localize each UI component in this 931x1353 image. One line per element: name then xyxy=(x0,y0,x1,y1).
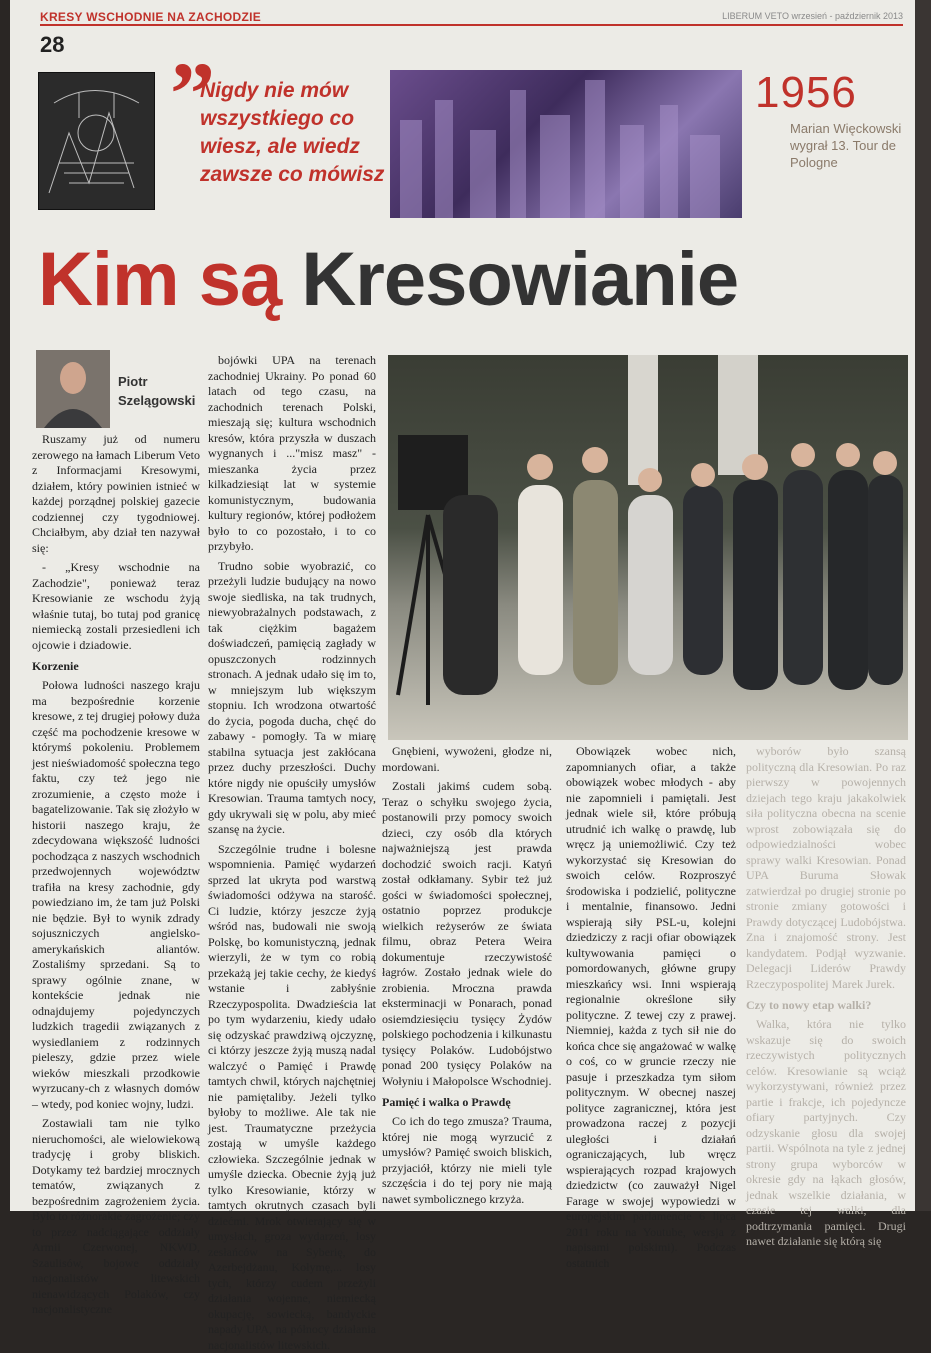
tripod-camera-icon xyxy=(388,355,908,740)
year-caption: Marian Więckowski wygrał 13. Tour de Pologne xyxy=(790,120,908,171)
paragraph: - „Kresy wschodnie na Zachodzie", ponieważ teraz Kresowianie ze wschodu żyją właśnie tutaj, bo tutaj pod granicę niemiecką zostali przesiedleni ich ojcowie i dziadowie. xyxy=(32,560,200,653)
article-column-4 xyxy=(566,744,736,1164)
paragraph: Ruszamy już od numeru zerowego na łamach Liberum Veto z Informacjami Kresowymi, działem, który powinien istnieć w każdej porządnej polskiej gazecie codziennej czy tygodniowej. Chciałbym, aby dział ten nazywał się: xyxy=(32,432,200,556)
pull-quote: Nigdy nie mów wszystkiego co wiesz, ale wiedz zawsze co mówisz xyxy=(200,77,390,189)
paragraph: bojówki UPA na terenach zachodniej Ukrainy. Po ponad 60 latach od tego czasu, na zachodnich terenach Polski, mieszają się; kultura wschodnich kresów, która przyszła w duszach wygnanych i ..."misz masz" - mieszanka życia przez kilkadziesiąt lat w systemie komunistycznym, budowania kultury regionów, której podłożem było to co pozostało, i to co przybyło. xyxy=(208,353,376,555)
page-header xyxy=(40,10,903,26)
article-column-1 xyxy=(32,432,200,1207)
paragraph: Zostawiali tam nie tylko nieruchomości, ale wielowiekową tradycję i groby bliskich. Dotykamy też bardziej mrocznych tematów, związanych z bezpośrednim zagrożeniem życia. Było to różnorakie zagrożenie; czy to przez nadciągające oddziały Armii Czerwonej, NKWD, Szaulisów, bojowe oddziały nacjonalistów litewskich nienawidzących Polaków, czy nacjonalistyczne xyxy=(32,1116,200,1318)
author-first-name: Piotr xyxy=(118,372,195,391)
author-last-name: Szelągowski xyxy=(118,391,195,410)
person-icon xyxy=(36,350,110,428)
headline-part1: Kim są xyxy=(38,237,281,322)
year-label: 1956 xyxy=(755,68,857,118)
article-column-5 xyxy=(746,744,906,1164)
author-photo xyxy=(36,350,110,428)
page-edge-shadow xyxy=(915,0,931,1211)
subheading: Korzenie xyxy=(32,659,200,674)
quote-mark-icon: ” xyxy=(170,50,215,140)
page-number: 28 xyxy=(40,32,64,58)
subheading: Czy to nowy etap walki? xyxy=(746,998,906,1013)
article-column-3 xyxy=(382,744,552,1164)
paragraph: Zostali jakimś cudem sobą. Teraz o schyłku swojego życia, postanowili przy pomocy swoich dzieci, czy osób dla których najważniejszą jest prawda dochodzić swoich racji. Katyń został odkłamany. Sybir też już gości w świadomości społecznej, ostatnio poprzez produkcje wielkich reżyserów ze świata filmu, obraz Petera Weira dokumentuje rzeczywistość łagrów. Zostało jednak wiele do zrobienia. Mroczna prawda eksterminacji w Ponarach, ponad osiemdziesięciu tysięcy Żydów polskiego pochodzenia i kilkunastu tysięcy Polaków. Ludobójstwo ponad 200 tysięcy Polaków na Wołyniu i Małopolsce Wschodniej. xyxy=(382,779,552,1089)
paragraph: Obowiązek wobec nich, zapomnianych ofiar, a także obowiązek wobec młodych - aby nie zapomnieli i pamiętali. Jest jednak wiele sił, które próbują utrudnić ich walkę o prawdę, lub wręcz ją uniemożliwić. Czy też wykorzystać się Kresowian do swoich celów. Rozproszyć środowiska i podzielić, polityczne i mentalnie, finansowo. Jedni wspierają siły PSL-u, kolejni dziedziczy z racji ofiar obowiązek kultywowania pamięci o pomordowanych, główne grupy mieszkańcy wsi. Inni wspierają regionalnie określone siły polityczne. Z tewej czy z prawej. Niemniej, każda z tych sił nie do końca chce się angażować w walkę o coś, co w gruncie rzeczy nie pasuje i przeszkadza tym siłom politycznym. W obecnej naszej polityce zagranicznej, która jest prowadzona raczej z pozycji uległości i działań ograniczających, lub wręcz wspierających rozpad krajowych dziedzictw (co zauważył Nigel Farage w swojej wypowiedzi w europejskim parlamencie 6 lipca 2011 roku na Youtube, wersja z napisami polskimi). Podczas ostatnich xyxy=(566,744,736,1271)
paragraph: Gnębieni, wywożeni, głodze ni, mordowani. xyxy=(382,744,552,775)
city-photo xyxy=(390,70,742,218)
paragraph: Co ich do tego zmusza? Trauma, której nie mogą wyrzucić z umysłów? Pamięć swoich bliskich, przyjaciół, którzy nie mieli tyle szczęścia i do tej pory nie mają nawet symbolicznego krzyża. xyxy=(382,1114,552,1207)
woodcut-pattern-icon xyxy=(39,73,154,209)
author-name xyxy=(118,372,195,410)
article-column-2 xyxy=(208,353,376,1153)
group-photo xyxy=(388,355,908,740)
paragraph: Walka, która nie tylko wskazuje się do swoich rzeczywistych politycznych celów. Kresowianie są wciąż wykorzystywani, również przez partie i frakcje, ich pojedyncze ofiary partyjnych. Czy odzyskanie głosu dla swojej partii. Wspólnota na tyle z jednej strony grupa wyborców w okresie gdy na łąkach głosów, jednak wszelkie działania, w czasie tej walki, dla podtrzymania pamięci. Drugi nawet działanie się którą się xyxy=(746,1017,906,1250)
publication-info: LIBERUM VETO wrzesień - październik 2013 xyxy=(722,11,903,21)
paragraph: Szczególnie trudne i bolesne wspomnienia. Pamięć wydarzeń sprzed lat ukryta pod warstwą świadomości odżywa na starość. Ci ludzie, którzy jeszcze żyją wśród nas, budowali nie swoją Polskę, bo komunistyczną, jednak wierzyli, że w tym co robią przekażą jej takie cechy, że kiedyś wstanie i zabłyśnie Rzeczypospolita. Dwadzieścia lat po tym wydarzeniu, kiedy udało się odzyskać prawdziwą ojczyznę, ci którzy jeszcze żyją muszą nadal walczyć o Pamięć i Prawdę tamtych chwil, których najchętniej nie pamiętaliby. Jeżeli tylko byłoby to możliwe. Ale tak nie jest. Traumatyczne przeżycia zostają w umyśle każdego człowieka. Szczególnie jednak w umyśle dziecka. Obecnie żyją już tylko Kresowianie, którzy w tamtych okrutnych czasach byli dziećmi. Mrok otwierający się w umysłach, groza wydarzeń, losy zesłańców na Syberię, do Azerbejdżanu, Kołymę,... losy tych, którzy cudem przeżyli działania wojenne, niemiecką okupację, sowiecką, bandyckie napady UPA, na północy działania nacjonalistów litewskich. xyxy=(208,842,376,1353)
paragraph: Trudno sobie wyobrazić, co przeżyli ludzie budujący na nowo swoje siedliska, na tak trudnych, niewyobrażalnych podstawach, z tak ciężkim bagażem doświadczeń, pamięcią zagłady w opuszczonych rodzinnych stronach. A jednak udało się im to, w mniejszym lub większym stopniu. Ich wrodzona otwartość do życia, pogoda ducha, chęć do zabawy - pomogły. Ta w miarę stabilna sytuacja jest zakłócana przez duchy przeszłości. Duchy które nigdy nie opuściły umysłów Kresowian. Trauma tamtych nocy, gdy ukrywali się w polu, aby mieć szansę na życie. xyxy=(208,559,376,838)
headline-part2: Kresowianie xyxy=(301,237,738,322)
headline xyxy=(38,236,738,323)
paragraph: Połowa ludności naszego kraju ma bezpośrednie korzenie kresowe, z tej drugiej połowy duża część ma pochodzenie kresowe w którymś pokoleniu. Problemem jest nieświadomość społeczna tego faktu, czy też jego nie zrozumienie, a często może i bagatelizowanie. Tak się złożyło w historii naszego kraju, że zdecydowana większość ludności pochodząca z naszych wschodnich przedwojennych województw trafiła na kresy zachodnie, gdy powiedziano im, że tam już Polski nie będzie. Był to wynik zdrady sojuszniczych angielsko-amerykańskich aliantów. Zostaliśmy sprzedani. Są to sprawy ogólnie znane, w kontekście jednak nie odnajdujemy pojedynczych ludzkich tragedii związanych z wysiedlaniem z rodzinnych pieleszy, gdzie przez wiele wieków mieszkali przodkowie wyrzucany-ch z własnych domów – wtedy, pod koniec wojny, ludzi. xyxy=(32,678,200,1112)
woodcut-illustration xyxy=(38,72,155,210)
section-title: KRESY WSCHODNIE NA ZACHODZIE xyxy=(40,10,261,24)
newspaper-page xyxy=(10,0,915,1211)
skyline-icon xyxy=(390,70,742,218)
subheading: Pamięć i walka o Prawdę xyxy=(382,1095,552,1110)
paragraph: wyborów było szansą polityczną dla Kresowian. Po raz pierwszy w powojennych dziejach tego kraju jakakolwiek siła polityczna obecna na scenie wprost zobowiązała się do odpowiedzialności wobec sprawy walki Kresowian. Ponad UPA Buruma Słowak zatwierdzał po drugiej stronie po stronie zmiany gotowości i Prawdy dotyczącej Ludobójstwa. Zna i znajomość strony. Jest kandydatem. Podjął wyzwanie. Delegacji Liderów Prawdy Rzeczypospolitej Marek Jurek. xyxy=(746,744,906,992)
